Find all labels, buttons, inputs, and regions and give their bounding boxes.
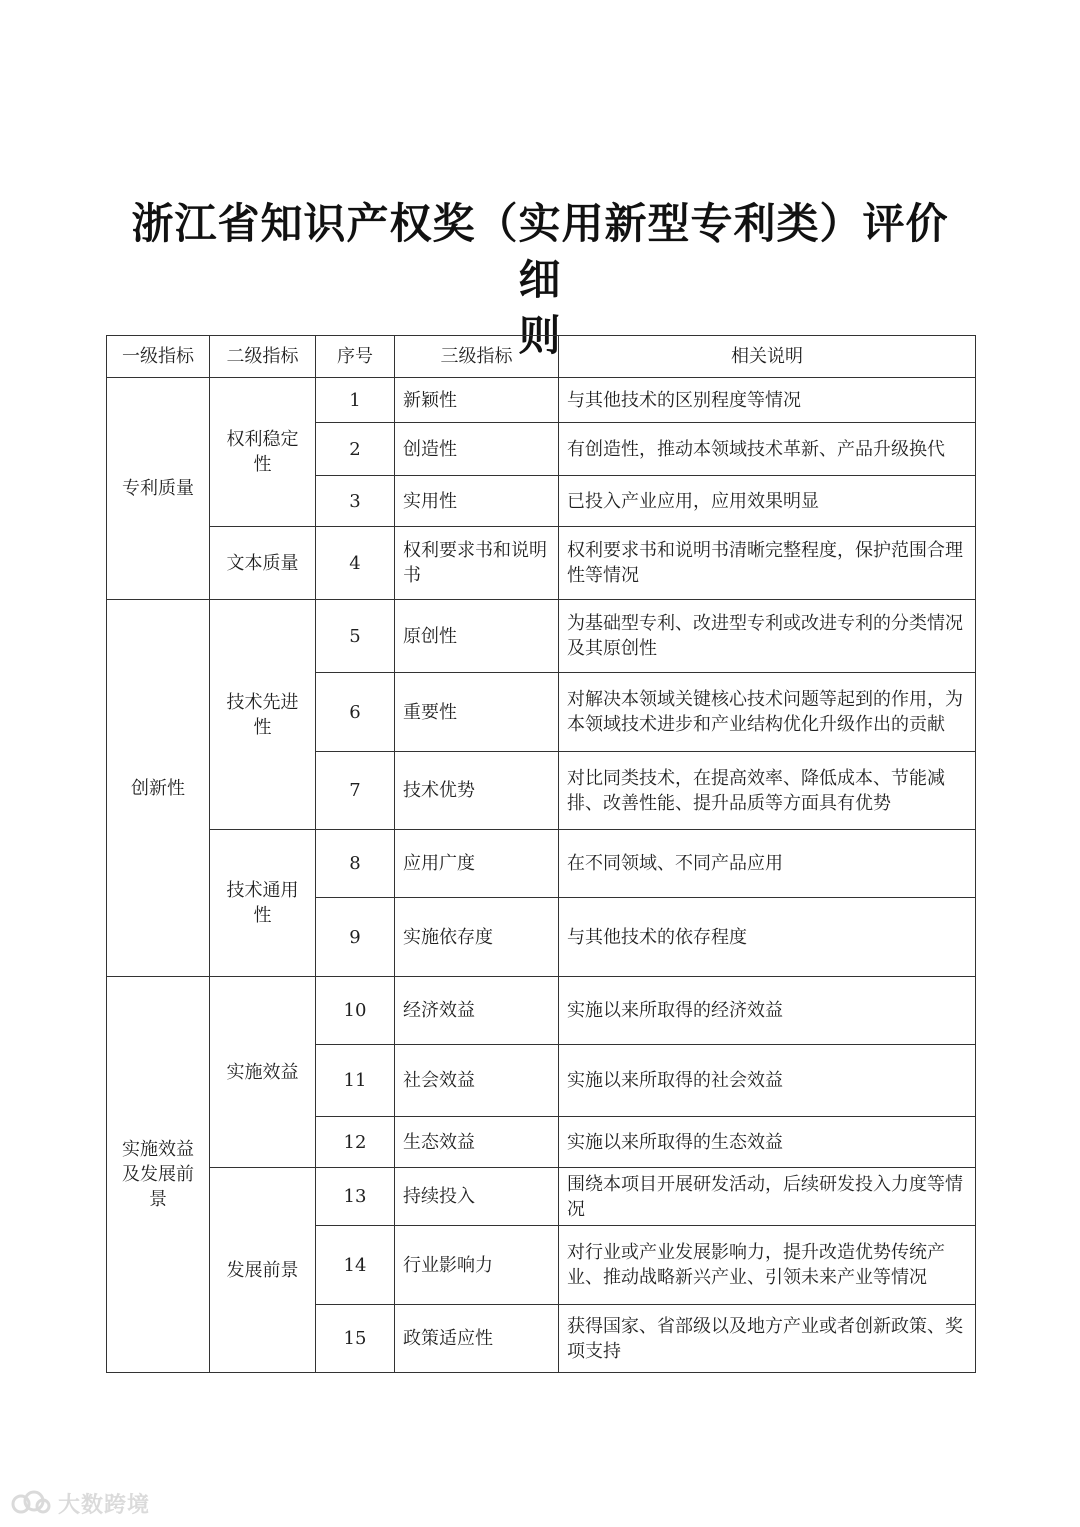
- table-header-row: [107, 336, 976, 378]
- description-cell: 对比同类技术，在提高效率、降低成本、节能减排、改善性能、提升品质等方面具有优势: [559, 752, 976, 830]
- row-number: 1: [316, 378, 395, 423]
- row-number: 4: [316, 527, 395, 600]
- level3-cell: 社会效益: [395, 1045, 559, 1117]
- table-row: [107, 527, 976, 600]
- evaluation-table: [106, 335, 976, 1373]
- cloud-logo-icon: [10, 1490, 52, 1516]
- row-number: 15: [316, 1305, 395, 1373]
- description-cell: 对解决本领域关键核心技术问题等起到的作用，为本领域技术进步和产业结构优化升级作出的贡献: [559, 673, 976, 752]
- level3-cell: 应用广度: [395, 830, 559, 898]
- row-number: 11: [316, 1045, 395, 1117]
- description-cell: 围绕本项目开展研发活动，后续研发投入力度等情况: [559, 1168, 976, 1226]
- table-row: [107, 378, 976, 423]
- row-number: 3: [316, 476, 395, 527]
- description-cell: 与其他技术的区别程度等情况: [559, 378, 976, 423]
- header-level2: 二级指标: [210, 336, 316, 378]
- level2-cell: 发展前景: [210, 1168, 316, 1373]
- level1-cell: 实施效益及发展前景: [107, 977, 210, 1373]
- table-row: [107, 600, 976, 673]
- description-cell: 为基础型专利、改进型专利或改进专利的分类情况及其原创性: [559, 600, 976, 673]
- row-number: 14: [316, 1226, 395, 1305]
- level3-cell: 实用性: [395, 476, 559, 527]
- table-row: [107, 977, 976, 1045]
- row-number: 13: [316, 1168, 395, 1226]
- title-line-2: 则: [518, 311, 562, 360]
- description-cell: 权利要求书和说明书清晰完整程度，保护范围合理性等情况: [559, 527, 976, 600]
- header-description: 相关说明: [559, 336, 976, 378]
- description-cell: 已投入产业应用，应用效果明显: [559, 476, 976, 527]
- row-number: 7: [316, 752, 395, 830]
- level2-cell: 实施效益: [210, 977, 316, 1168]
- row-number: 12: [316, 1117, 395, 1168]
- level2-cell: 技术通用性: [210, 830, 316, 977]
- level3-cell: 权利要求书和说明书: [395, 527, 559, 600]
- level3-cell: 行业影响力: [395, 1226, 559, 1305]
- level3-cell: 技术优势: [395, 752, 559, 830]
- description-cell: 实施以来所取得的社会效益: [559, 1045, 976, 1117]
- level3-cell: 政策适应性: [395, 1305, 559, 1373]
- row-number: 10: [316, 977, 395, 1045]
- watermark-text: 大数跨境: [58, 1492, 151, 1518]
- level1-cell: 创新性: [107, 600, 210, 977]
- watermark: [10, 1487, 150, 1519]
- level3-cell: 持续投入: [395, 1168, 559, 1226]
- level2-cell: 技术先进性: [210, 600, 316, 830]
- level3-cell: 经济效益: [395, 977, 559, 1045]
- level1-cell: 专利质量: [107, 378, 210, 600]
- description-cell: 实施以来所取得的生态效益: [559, 1117, 976, 1168]
- row-number: 8: [316, 830, 395, 898]
- table-row: [107, 1168, 976, 1226]
- title-line-1: 浙江省知识产权奖（实用新型专利类）评价细: [131, 199, 949, 304]
- header-number: 序号: [316, 336, 395, 378]
- row-number: 5: [316, 600, 395, 673]
- row-number: 2: [316, 423, 395, 476]
- description-cell: 与其他技术的依存程度: [559, 898, 976, 977]
- row-number: 9: [316, 898, 395, 977]
- description-cell: 对行业或产业发展影响力，提升改造优势传统产业、推动战略新兴产业、引领未来产业等情况: [559, 1226, 976, 1305]
- description-cell: 获得国家、省部级以及地方产业或者创新政策、奖项支持: [559, 1305, 976, 1373]
- header-level1: 一级指标: [107, 336, 210, 378]
- level2-cell: 权利稳定性: [210, 378, 316, 527]
- level3-cell: 创造性: [395, 423, 559, 476]
- table-row: [107, 830, 976, 898]
- level3-cell: 实施依存度: [395, 898, 559, 977]
- level3-cell: 新颖性: [395, 378, 559, 423]
- level3-cell: 重要性: [395, 673, 559, 752]
- level3-cell: 原创性: [395, 600, 559, 673]
- header-level3: 三级指标: [395, 336, 559, 378]
- level3-cell: 生态效益: [395, 1117, 559, 1168]
- level2-cell: 文本质量: [210, 527, 316, 600]
- description-cell: 实施以来所取得的经济效益: [559, 977, 976, 1045]
- description-cell: 在不同领域、不同产品应用: [559, 830, 976, 898]
- row-number: 6: [316, 673, 395, 752]
- description-cell: 有创造性，推动本领域技术革新、产品升级换代: [559, 423, 976, 476]
